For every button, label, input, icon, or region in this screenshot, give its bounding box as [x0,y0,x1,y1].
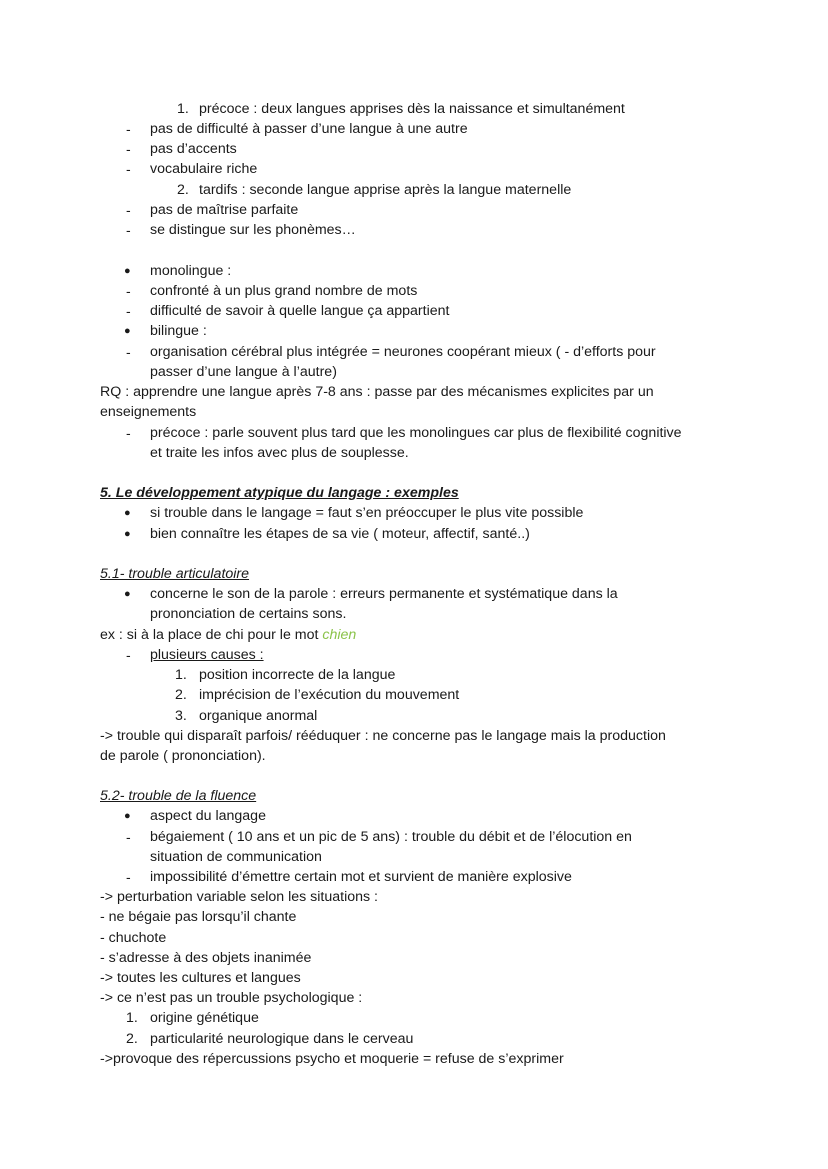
list-item: origine génétique [150,1010,259,1026]
list-item: position incorrecte de la langue [199,667,396,683]
causes-heading: plusieurs causes : [150,647,264,663]
text-line: - chuchote [100,930,167,946]
list-item-continuation: passer d’une langue à l’autre) [150,364,337,380]
list-item: aspect du langage [150,808,266,824]
list-item: concerne le son de la parole : erreurs permanente et systématique dans la [150,586,618,602]
bullet-marker: ● [124,325,131,337]
text-line: - s’adresse à des objets inanimée [100,950,312,966]
list-item: impossibilité d’émettre certain mot et survient de manière explosive [150,869,572,885]
subsection-title: 5.1- trouble articulatoire [100,566,250,582]
subsection-title: 5.2- trouble de la fluence [100,788,257,804]
remark-line: enseignements [100,404,197,420]
list-item: difficulté de savoir à quelle langue ça appartient [150,303,450,319]
list-item: organique anormal [199,708,318,724]
example-word: chien [322,627,357,643]
list-item: si trouble dans le langage = faut s’en préoccuper le plus vite possible [150,505,584,521]
list-item: pas d’accents [150,141,237,157]
dash-marker: - [126,121,131,137]
bullet-marker: ● [124,810,131,822]
conclusion-line: -> trouble qui disparaît parfois/ rééduquer : ne concerne pas le langage mais la production [100,728,666,744]
precoce-heading: précoce : deux langues apprises dès la naissance et simultanément [199,101,625,117]
list-item: imprécision de l’exécution du mouvement [199,687,460,703]
list-number: 2. [177,182,189,198]
list-item-continuation: situation de communication [150,849,322,865]
list-item: confronté à un plus grand nombre de mots [150,283,418,299]
bullet-marker: ● [124,265,131,277]
example-prefix: ex : si à la place de chi pour le mot [100,627,323,643]
dash-marker: - [126,303,131,319]
list-item: vocabulaire riche [150,161,258,177]
tardifs-heading: tardifs : seconde langue apprise après la langue maternelle [199,182,572,198]
dash-marker: - [126,283,131,299]
text-line: -> perturbation variable selon les situations : [100,889,378,905]
dash-marker: - [126,425,131,441]
dash-marker: - [126,829,131,845]
bilingue-heading: bilingue : [150,323,207,339]
text-line: - ne bégaie pas lorsqu’il chante [100,909,297,925]
list-number: 2. [126,1031,138,1047]
list-item-continuation: et traite les infos avec plus de souplesse. [150,445,409,461]
monolingue-heading: monolingue : [150,263,232,279]
list-item: bégaiement ( 10 ans et un pic de 5 ans) : trouble du débit et de l’élocution en [150,829,632,845]
remark-line: RQ : apprendre une langue après 7-8 ans : passe par des mécanismes explicites par un [100,384,654,400]
list-item: bien connaître les étapes de sa vie ( moteur, affectif, santé..) [150,526,530,542]
list-item: précoce : parle souvent plus tard que les monolingues car plus de flexibilité cognitive [150,425,682,441]
list-number: 1. [175,667,187,683]
dash-marker: - [126,647,131,663]
list-number: 1. [126,1010,138,1026]
list-item: se distingue sur les phonèmes… [150,222,356,238]
example-line [100,625,356,645]
dash-marker: - [126,202,131,218]
conclusion-line: de parole ( prononciation). [100,748,266,764]
section-title: 5. Le développement atypique du langage : exemples [100,485,459,501]
text-line: -> ce n’est pas un trouble psychologique : [100,990,363,1006]
dash-marker: - [126,161,131,177]
dash-marker: - [126,869,131,885]
bullet-marker: ● [124,528,131,540]
list-number: 1. [177,101,189,117]
bullet-marker: ● [124,588,131,600]
list-item: particularité neurologique dans le cerveau [150,1031,414,1047]
list-item-continuation: prononciation de certains sons. [150,606,347,622]
list-item: pas de difficulté à passer d’une langue à une autre [150,121,468,137]
list-item: organisation cérébral plus intégrée = neurones coopérant mieux ( - d’efforts pour [150,344,656,360]
bullet-marker: ● [124,507,131,519]
list-item: pas de maîtrise parfaite [150,202,299,218]
dash-marker: - [126,344,131,360]
dash-marker: - [126,141,131,157]
list-number: 3. [175,708,187,724]
text-line: -> toutes les cultures et langues [100,970,301,986]
dash-marker: - [126,222,131,238]
list-number: 2. [175,687,187,703]
final-line: ->provoque des répercussions psycho et moquerie = refuse de s’exprimer [100,1051,564,1067]
